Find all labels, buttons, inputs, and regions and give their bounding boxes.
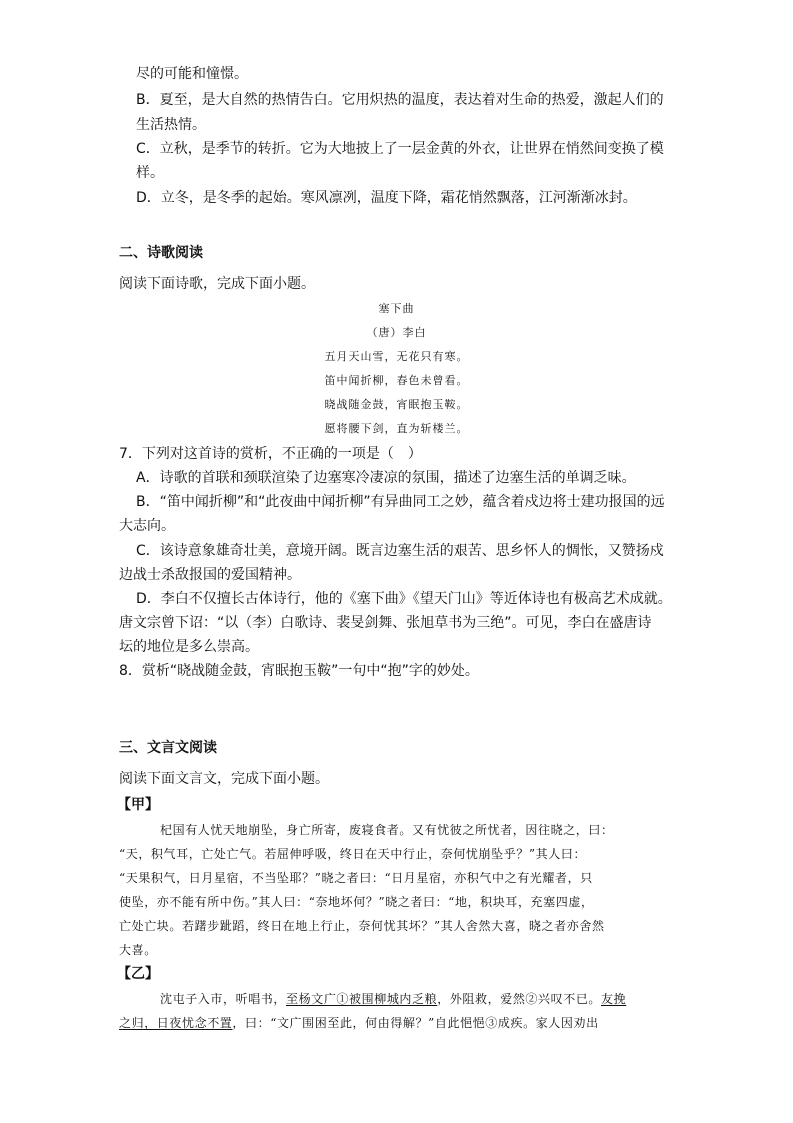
jia-line: 使坠，亦不能有所中伤。”其人曰：“奈地坏何？”晓之者曰：“地，积块耳，充塞四虚， xyxy=(119,895,594,909)
jia-line: 亡处亡块。若躇步跐蹈，终日在地上行止，奈何忧其坏？”其人舍然大喜，晓之者亦舍然 xyxy=(119,919,605,933)
q7-option-b-line1: B．“笛中闻折柳”和“此夜曲中闻折柳”有异曲同工之妙，蕴含着戍边将士建功报国的远 xyxy=(136,494,665,510)
question-8: 8．赏析“晓战随金鼓，宵眠抱玉鞍”一句中“抱”字的妙处。 xyxy=(119,663,479,679)
option-c-line1: C．立秋，是季节的转折。它为大地披上了一层金黄的外衣，让世界在悄然间变换了模 xyxy=(136,141,664,157)
yi-line-1-text: ，外阻救，爱然②兴叹不已。 xyxy=(437,992,602,1006)
q7-option-c-line1: C．该诗意象雄奇壮美，意境开阔。既言边塞生活的艰苦、思乡怀人的惆怅，又赞扬戍 xyxy=(136,543,664,559)
q7-option-c-line2: 边战士杀敌报国的爱国精神。 xyxy=(119,567,301,583)
q7-option-b-line2: 大志向。 xyxy=(119,518,175,534)
q7-option-d-line1: D．李白不仅擅长古体诗行，他的《塞下曲》《望天门山》等近体诗也有极高艺术成就。 xyxy=(136,591,672,607)
jia-line: 杞国有人忧天地崩坠，身亡所寄，废寝食者。又有忧彼之所忧者，因往晓之，曰： xyxy=(160,823,614,837)
poem-line: 笛中闻折柳，春色未曾看。 xyxy=(324,374,469,387)
poem-title: 塞下曲 xyxy=(378,302,415,315)
q7-option-d-line3: 坛的地位是多么崇高。 xyxy=(119,639,259,655)
passage-label-jia: 【甲】 xyxy=(117,797,159,813)
jia-line: 大喜。 xyxy=(119,943,157,957)
q7-option-a: A．诗歌的首联和颈联渲染了边塞寒冷凄凉的氛围，描述了边塞生活的单调乏味。 xyxy=(136,470,636,486)
classical-instruction: 阅读下面文言文，完成下面小题。 xyxy=(119,771,329,787)
poem-line: 晓战随金鼓，宵眠抱玉鞍。 xyxy=(324,398,469,411)
poem-author: （唐）李白 xyxy=(366,326,427,339)
option-b-line2: 生活热情。 xyxy=(136,117,206,133)
question-7: 7．下列对这首诗的赏析，不正确的一项是（ ） xyxy=(119,446,422,462)
passage-label-yi: 【乙】 xyxy=(117,966,159,982)
poetry-instruction: 阅读下面诗歌，完成下面小题。 xyxy=(119,276,315,292)
yi-underlined-phrase: 之归，日夜忧念不置 xyxy=(119,1016,233,1030)
yi-underlined-phrase: 友挽 xyxy=(601,992,627,1006)
option-c-line2: 样。 xyxy=(136,165,164,181)
jia-line: “天，积气耳，亡处亡气。若屈伸呼吸，终日在天中行止，奈何忧崩坠乎？”其人曰： xyxy=(119,847,587,861)
yi-line-1-text: 沈屯子入市，听唱书， xyxy=(160,992,287,1006)
poem-line: 愿将腰下剑，直为斩楼兰。 xyxy=(324,422,469,435)
yi-line-2 xyxy=(119,1013,599,1033)
yi-underlined-phrase: 至杨文广①被围柳城内乏粮 xyxy=(286,992,438,1006)
jia-line: “天果积气，日月星宿，不当坠耶？”晓之者曰：“日月星宿，亦积气中之有光耀者，只 xyxy=(119,871,593,885)
option-b-line1: B．夏至，是大自然的热情告白。它用炽热的温度，表达着对生命的热爱，激起人们的 xyxy=(136,92,664,108)
section-heading-poetry: 二、诗歌阅读 xyxy=(119,245,203,261)
poem-line: 五月天山雪，无花只有寒。 xyxy=(324,350,469,363)
option-d-line1: D．立冬，是冬季的起始。寒风凛冽，温度下降，霜花悄然飘落，江河渐渐冰封。 xyxy=(136,190,637,206)
option-a-continuation: 尽的可能和憧憬。 xyxy=(136,66,248,82)
yi-line-2-text: ，曰：“文广围困至此，何由得解？”自此悒悒③成疾。家人因劝出 xyxy=(232,1016,599,1030)
q7-option-d-line2: 唐文宗曾下诏：“以（李）白歌诗、裴旻剑舞、张旭草书为三绝”。可见，李白在盛唐诗 xyxy=(119,615,652,631)
section-heading-classical: 三、文言文阅读 xyxy=(119,740,217,756)
yi-line-1 xyxy=(160,989,626,1009)
